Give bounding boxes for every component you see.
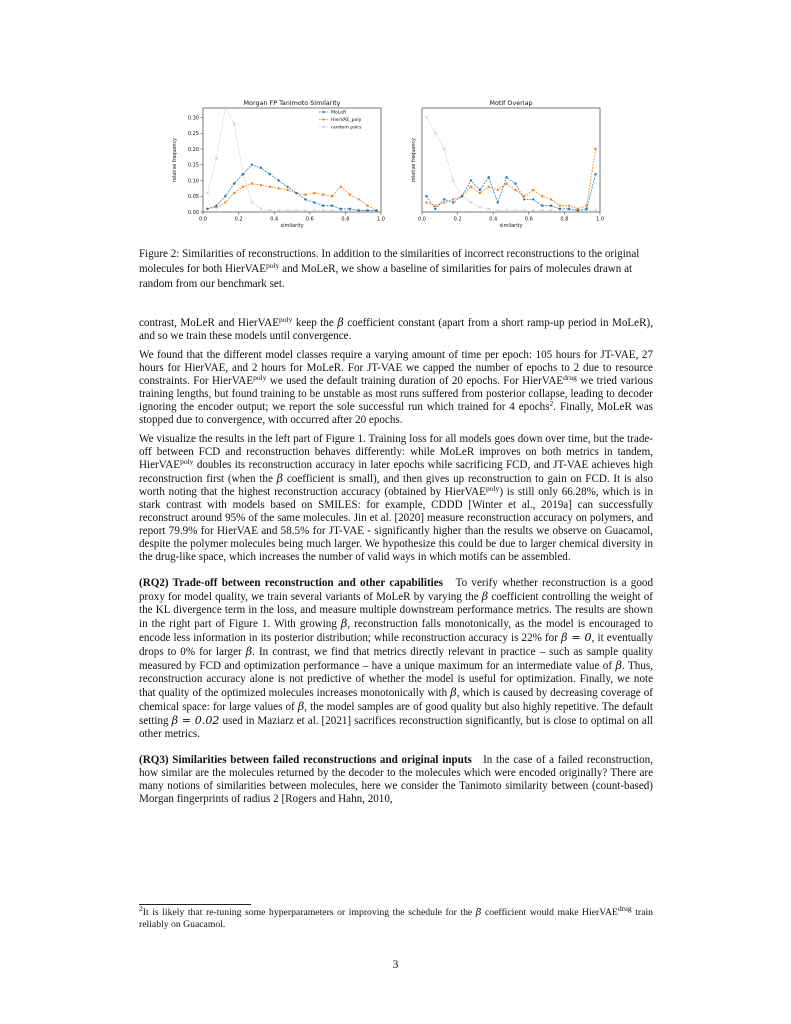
data-point: [349, 208, 351, 210]
data-point: [523, 195, 525, 197]
x-tick-label: 0.2: [234, 216, 243, 223]
data-point: [304, 209, 307, 212]
x-tick-label: 0.6: [524, 216, 533, 223]
data-point: [470, 186, 472, 188]
series-line-hiervae-poly: [426, 149, 595, 209]
data-point: [514, 182, 516, 184]
y-tick-label: 0.15: [187, 162, 199, 169]
legend-marker: [322, 118, 324, 120]
data-point: [478, 206, 481, 209]
paragraph-training-time: We found that the different model classes require a varying amount of time per epoch: 105 hours for JT-VAE, 27 hours for HierVAE, and 2 hours for MoLeR. For JT-VAE we capped the number of epochs to 2 due to resource constraints. For HierVAE$^{poly}$ we used the default training duration of 20 epochs. For HierVAE$^{drug}$ we tried various training lengths, but found training to be unstable as most runs suffered from posterior collapse, leading to decoder ignoring the encoder output; we report the sole successful run which trained for 4 epochs$^2$. Finally, MoLeR was stopped due to convergence, with occurred after 20 epochs.: [139, 349, 653, 426]
data-point: [242, 173, 244, 175]
y-tick-label: 0.10: [187, 178, 199, 185]
chart-morgan-fp-similarity: [160, 96, 390, 241]
data-point: [488, 176, 490, 178]
data-point: [304, 198, 306, 200]
data-point: [224, 201, 226, 203]
series-line-hiervae-poly: [207, 184, 376, 211]
data-point: [594, 173, 596, 175]
data-point: [505, 176, 507, 178]
data-point: [366, 209, 368, 211]
page-number: 3: [392, 959, 399, 971]
data-point: [577, 209, 579, 211]
data-point: [568, 208, 570, 210]
data-point: [541, 195, 543, 197]
data-point: [541, 204, 543, 206]
figure-2: [160, 96, 630, 246]
data-point: [206, 208, 208, 210]
x-tick-label: 0.4: [270, 216, 279, 223]
data-point: [550, 198, 552, 200]
data-point: [452, 201, 454, 203]
data-point: [559, 204, 561, 206]
y-tick-label: 0.05: [187, 194, 199, 201]
x-axis-label: similarity: [280, 223, 304, 229]
data-point: [425, 116, 428, 119]
data-point: [313, 201, 315, 203]
data-point: [358, 198, 360, 200]
x-tick-label: 0.0: [418, 216, 426, 223]
footnote-rule: [139, 904, 251, 905]
y-axis-label: relative frequency: [412, 138, 417, 182]
data-point: [366, 204, 368, 206]
rq3-heading: (RQ3) Similarities between failed reconstructions and original inputs: [139, 754, 472, 766]
x-tick-label: 0.0: [199, 216, 207, 223]
rq2-heading: (RQ2) Trade-off between reconstruction and other capabilities: [139, 577, 443, 589]
data-point: [340, 208, 342, 210]
data-point: [532, 198, 534, 200]
data-point: [461, 195, 463, 197]
x-tick-label: 0.8: [341, 216, 350, 223]
data-point: [434, 208, 436, 210]
data-point: [269, 173, 271, 175]
y-tick-label: 0.25: [187, 131, 199, 138]
legend-label: HierVAE_poly: [331, 118, 362, 124]
paragraph-contrast: contrast, MoLeR and HierVAE$^{poly}$ keep the β coefficient constant (apart from a short ramp-up period in MoLeR), and so we train these models until convergence.: [139, 315, 653, 342]
data-point: [434, 132, 437, 135]
data-point: [322, 204, 324, 206]
y-tick-label: 0.20: [187, 146, 199, 153]
legend-label: random pairs: [331, 125, 362, 131]
data-point: [434, 204, 436, 206]
data-point: [532, 189, 534, 191]
data-point: [470, 201, 473, 204]
data-point: [585, 208, 587, 210]
y-tick-label: 0.00: [187, 209, 199, 216]
data-point: [233, 122, 236, 125]
data-point: [269, 186, 271, 188]
x-tick-label: 1.0: [596, 216, 604, 223]
paragraph-rq3: (RQ3) Similarities between failed reconstructions and original inputs In the case of a failed reconstruction, how similar are the molecules returned by the decoder to the molecules which were encoded originally? There are many notions of similarities between molecules, here we consider the Tanimoto similarity between (count-based) Morgan fingerprints of radius 2 [Rogers and Hahn, 2010,: [139, 754, 653, 805]
data-point: [233, 182, 235, 184]
data-point: [215, 204, 217, 206]
footnote-2: $^2$It is likely that re-tuning some hyperparameters or improving the schedule for the β coefficient would make HierVAE$^{drug}$ train reliably on Guacamol.: [139, 904, 653, 930]
plot-frame: [203, 108, 381, 212]
data-point: [251, 164, 253, 166]
data-point: [568, 204, 570, 206]
body-text: [139, 316, 653, 812]
data-point: [349, 193, 351, 195]
data-point: [322, 193, 324, 195]
data-point: [443, 198, 445, 200]
x-axis-label: similarity: [499, 223, 523, 229]
data-point: [550, 204, 552, 206]
data-point: [594, 209, 597, 212]
data-point: [514, 189, 516, 191]
data-point: [496, 201, 498, 203]
series-line-moler: [207, 165, 376, 211]
series-line-moler: [426, 174, 595, 210]
data-point: [594, 148, 596, 150]
figure-caption: Figure 2: Similarities of reconstructions. In addition to the similarities of incorrect reconstructions to the original molecules for both HierVAE$^{poly}$ and MoLeR, we show a baseline of similarities for pairs of molecules drawn at random from our benchmark set.: [139, 248, 640, 291]
data-point: [443, 201, 445, 203]
plot-frame: [422, 108, 600, 212]
data-point: [277, 179, 279, 181]
paragraph-results: We visualize the results in the left part of Figure 1. Training loss for all models goes down over time, but the trade-off between FCD and reconstruction behaves differently: while MoLeR improves on both metrics in tandem, HierVAE$^{poly}$ doubles its reconstruction accuracy in later epochs while sacrificing FCD, and JT-VAE achieves high reconstruction first (when the β coefficient is small), and then gives up reconstruction to gain on FCD. It is also worth noting that the highest reconstruction accuracy (obtained by HierVAE$^{poly}$) is still only 66.28%, which is in stark contrast with models based on SMILES: for example, CDDD [Winter et al., 2019a] can successfully reconstruct around 95% of the same molecules. Jin et al. [2020] measure reconstruction accuracy on polymers, and report 79.9% for HierVAE and 58.5% for JT-VAE - significantly higher than the results we observe on Guacamol, despite the polymer molecules being much larger. We hypothesize this could be due to larger chemical diversity in the drug-like space, which increases the number of valid ways in which motifs can be assembled.: [139, 433, 653, 563]
data-point: [340, 186, 342, 188]
data-point: [523, 198, 525, 200]
x-tick-label: 0.8: [560, 216, 569, 223]
data-point: [425, 195, 427, 197]
data-point: [260, 167, 262, 169]
data-point: [286, 189, 288, 191]
legend-marker: [322, 111, 324, 113]
data-point: [452, 198, 454, 200]
data-point: [277, 187, 279, 189]
data-point: [505, 182, 507, 184]
data-point: [375, 209, 377, 211]
data-point: [224, 195, 226, 197]
legend-label: MoLeR: [331, 110, 347, 116]
chart-title: Motif Overlap: [489, 99, 533, 107]
data-point: [496, 189, 498, 191]
chart-motif-overlap: [400, 96, 630, 241]
data-point: [286, 186, 288, 188]
data-point: [295, 192, 297, 194]
data-point: [331, 195, 333, 197]
x-tick-label: 0.2: [453, 216, 462, 223]
y-axis-label: relative frequency: [173, 138, 178, 182]
data-point: [259, 207, 262, 210]
y-tick-label: 0.30: [187, 115, 199, 122]
data-point: [479, 192, 481, 194]
data-point: [470, 179, 472, 181]
x-tick-label: 0.6: [305, 216, 314, 223]
chart-title: Morgan FP Tanimoto Similarity: [243, 99, 341, 107]
data-point: [242, 186, 244, 188]
data-point: [559, 208, 561, 210]
data-point: [233, 192, 235, 194]
data-point: [331, 204, 333, 206]
x-tick-label: 0.4: [489, 216, 498, 223]
data-point: [313, 192, 315, 194]
paragraph-rq2: (RQ2) Trade-off between reconstruction and other capabilities To verify whether reconstruction is a good proxy for model quality, we train several variants of MoLeR by varying the β coefficient controlling the weight of the KL divergence term in the loss, and measure multiple downstream performance metrics. The results are shown in the right part of Figure 1. With growing β, reconstruction falls monotonically, as the model is encouraged to encode less information in its posterior distribution; while reconstruction accuracy is 22% for β = 0, it eventually drops to 0% for larger β. In contrast, we find that metrics directly relevant in practice – such as sample quality measured by FCD and optimization performance – have a unique maximum for an intermediate value of β. Thus, reconstruction accuracy alone is not predictive of whether the model is useful for optimization. Finally, we note that quality of the optimized molecules increases monotonically with β, which is caused by decreasing coverage of chemical space: for large values of β, the model samples are of good quality but also highly repetitive. The default setting β = 0.02 used in Maziarz et al. [2021] sacrifices reconstruction significantly, but is close to optimal on all other metrics.: [139, 577, 654, 740]
data-point: [260, 184, 262, 186]
data-point: [488, 186, 490, 188]
data-point: [479, 189, 481, 191]
data-point: [251, 182, 253, 184]
data-point: [304, 193, 306, 195]
data-point: [358, 209, 360, 211]
series-line-random-pairs: [426, 117, 595, 210]
data-point: [425, 201, 427, 203]
x-tick-label: 1.0: [377, 216, 385, 223]
